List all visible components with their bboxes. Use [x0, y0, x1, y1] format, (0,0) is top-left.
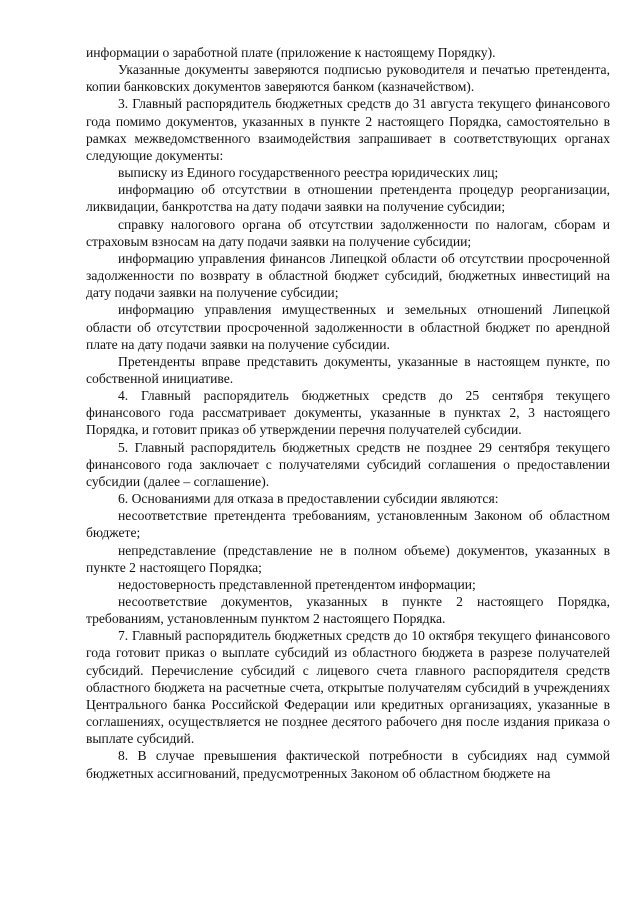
- paragraph-item-3: 3. Главный распорядитель бюджетных средств до 31 августа текущего финансового года помимо документов, указанных в пункте 2 настоящего Порядка, самостоятельно в рамках межведомственного взаимодействия запрашивает в соответствующих органах следующие документы:: [86, 96, 610, 163]
- paragraph-refusal-false-info: недостоверность представленной претендентом информации;: [118, 576, 476, 592]
- paragraph-registry-extract: выписку из Единого государственного реестра юридических лиц;: [118, 165, 499, 181]
- paragraph-refusal-documents: непредставление (представление не в полном объеме) документов, указанных в пункте 2 настоящего Порядка;: [86, 542, 610, 575]
- paragraph-finance-dept-info: информацию управления финансов Липецкой области об отсутствии просроченной задолженности по возврату в областной бюджет субсидий, бюджетных инвестиций на дату подачи заявки на получение субсидии;: [86, 250, 610, 301]
- document-body: [86, 44, 610, 782]
- paragraph-certification: Указанные документы заверяются подписью руководителя и печатью претендента, копии банковских документов заверяются банком (казначейством).: [86, 62, 610, 95]
- paragraph-refusal-requirements: несоответствие претендента требованиям, установленным Законом об областном бюджете;: [86, 508, 610, 541]
- paragraph-item-6: 6. Основаниями для отказа в предоставлении субсидии являются:: [118, 491, 499, 507]
- paragraph-item-7: 7. Главный распорядитель бюджетных средств до 10 октября текущего финансового года готовит приказ о выплате субсидий из областного бюджета в разрезе получателей субсидий. Перечисление субсидий с лицевого счета главного распорядителя средств областного бюджета на расчетные счета, открытые получателям субсидий в учреждениях Центрального банка Российской Федерации или кредитных организациях, указанные в соглашениях, осуществляется не позднее десятого рабочего дня после издания приказа о выплате субсидий.: [86, 628, 610, 747]
- paragraph-item-8: 8. В случае превышения фактической потребности в субсидиях над суммой бюджетных ассигнований, предусмотренных Законом об областном бюджете на: [86, 748, 610, 781]
- paragraph-salary-info-continuation: информации о заработной плате (приложение к настоящему Порядку).: [86, 45, 496, 60]
- paragraph-bankruptcy-info: информацию об отсутствии в отношении претендента процедур реорганизации, ликвидации, банкротства на дату подачи заявки на получение субсидии;: [86, 182, 610, 215]
- paragraph-property-dept-info: информацию управления имущественных и земельных отношений Липецкой области об отсутствии просроченной задолженности в областной бюджет по арендной плате на дату подачи заявки на получение субсидии.: [86, 302, 610, 352]
- paragraph-own-initiative: Претенденты вправе представить документы, указанные в настоящем пункте, по собственной инициативе.: [86, 353, 610, 386]
- paragraph-item-5: 5. Главный распорядитель бюджетных средств не позднее 29 сентября текущего финансового года заключает с получателями субсидий соглашения о предоставлении субсидии (далее – соглашение).: [86, 439, 610, 489]
- paragraph-tax-certificate: справку налогового органа об отсутствии задолженности по налогам, сборам и страховым взносам на дату подачи заявки на получение субсидии;: [86, 216, 610, 249]
- paragraph-item-4: 4. Главный распорядитель бюджетных средств до 25 сентября текущего финансового года рассматривает документы, указанные в пунктах 2, 3 настоящего Порядка, и готовит приказ об утверждении перечня получателей субсидии.: [86, 388, 610, 438]
- paragraph-refusal-noncompliance: несоответствие документов, указанных в пункте 2 настоящего Порядка, требованиям, установленным пунктом 2 настоящего Порядка.: [86, 594, 610, 627]
